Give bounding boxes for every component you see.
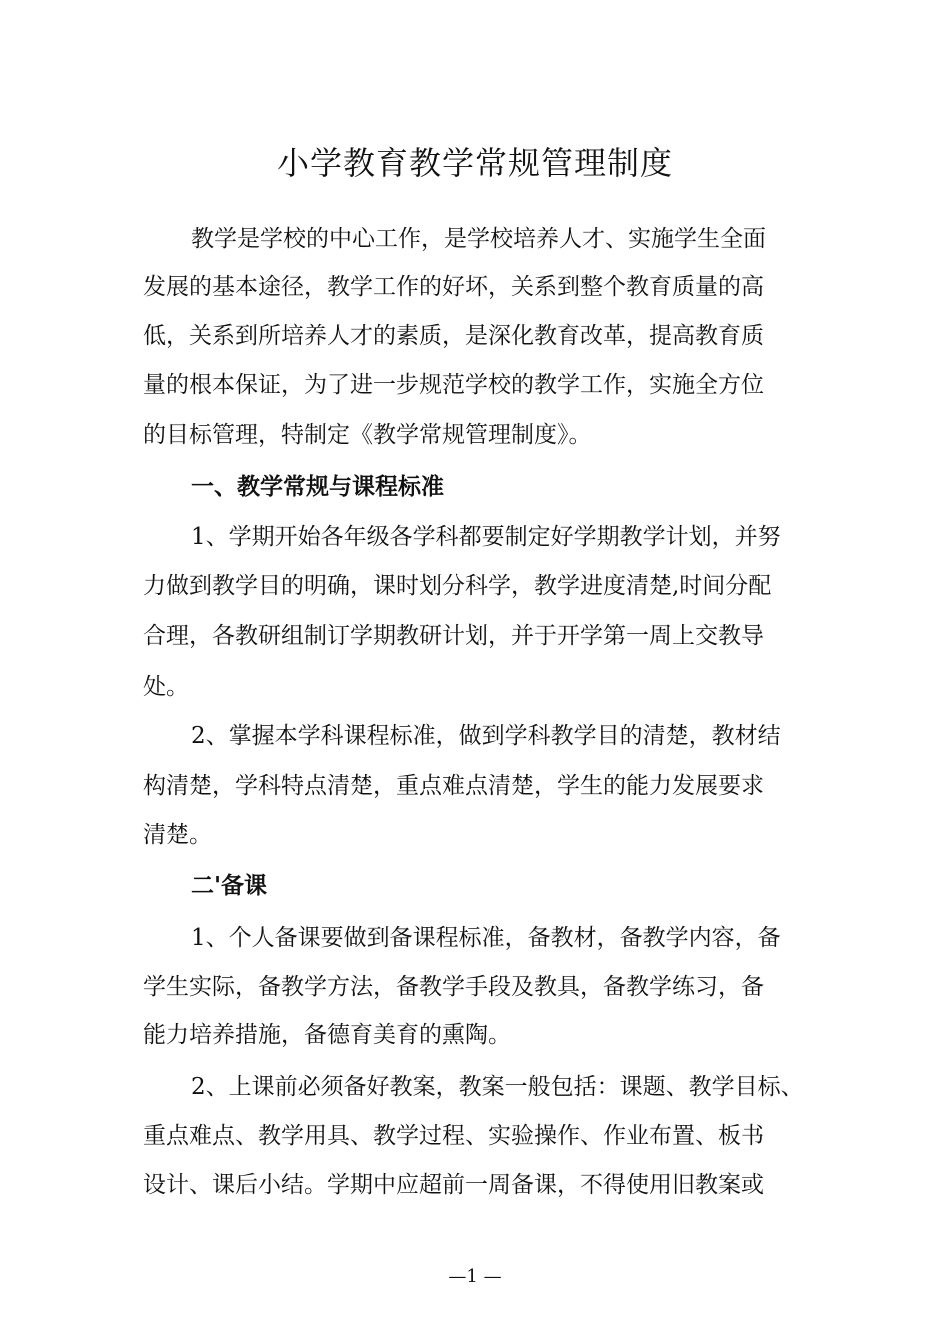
document-title: 小学教育教学常规管理制度 <box>276 144 673 182</box>
paragraph-line: 设计、课后小结。学期中应超前一周备课，不得使用旧教案或 <box>143 1172 764 1198</box>
paragraph-line: 处。 <box>143 674 189 700</box>
paragraph-line: 2、掌握本学科课程标准，做到学科教学目的清楚，教材结 <box>191 723 781 749</box>
paragraph-line: 1、学期开始各年级各学科都要制定好学期教学计划，并努 <box>191 524 781 550</box>
section-heading: 二'备课 <box>191 873 268 899</box>
paragraph-line: 1、个人备课要做到备课程标准，备教材，备教学内容，备 <box>191 925 781 951</box>
paragraph-line: 量的根本保证，为了进一步规范学校的教学工作，实施全方位 <box>143 372 764 398</box>
paragraph-line: 教学是学校的中心工作，是学校培养人才、实施学生全面 <box>191 226 766 252</box>
paragraph-line: 2、上课前必须备好教案，教案一般包括：课题、教学目标、 <box>191 1074 804 1100</box>
paragraph-line: 重点难点、教学用具、教学过程、实验操作、作业布置、板书 <box>143 1123 764 1149</box>
paragraph-line: 力做到教学目的明确，课时划分科学，教学进度清楚,时间分配 <box>143 573 772 599</box>
paragraph-line: 合理，各教研组制订学期教研计划，并于开学第一周上交教导 <box>143 623 764 649</box>
paragraph-line: 发展的基本途径，教学工作的好坏，关系到整个教育质量的高 <box>143 274 764 300</box>
paragraph-line: 低，关系到所培养人才的素质，是深化教育改革，提高教育质 <box>143 323 764 349</box>
paragraph-line: 构清楚，学科特点清楚，重点难点清楚，学生的能力发展要求 <box>143 773 764 799</box>
paragraph-line: 能力培养措施，备德育美育的熏陶。 <box>143 1022 511 1048</box>
page-number: —1 — <box>448 1266 502 1287</box>
paragraph-line: 清楚。 <box>143 822 212 848</box>
paragraph-line: 的目标管理，特制定《教学常规管理制度》。 <box>143 422 592 448</box>
paragraph-line: 学生实际，备教学方法，备教学手段及教具，备教学练习，备 <box>143 974 764 1000</box>
section-heading: 一、教学常规与课程标准 <box>191 474 444 500</box>
